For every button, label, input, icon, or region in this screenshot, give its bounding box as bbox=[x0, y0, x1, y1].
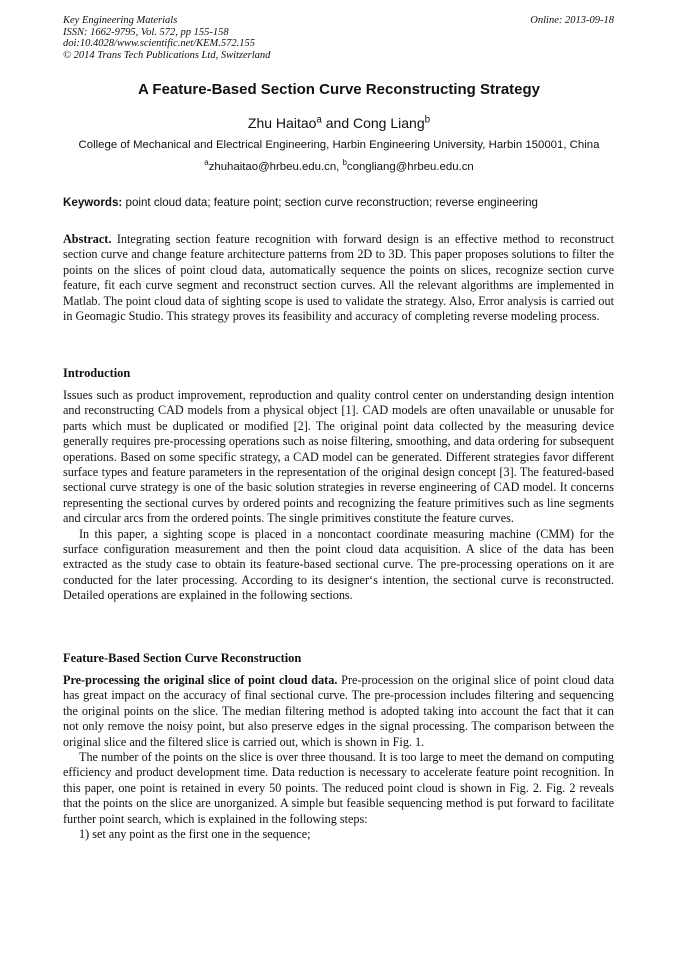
author-2-sup: b bbox=[424, 114, 431, 126]
introduction-body bbox=[63, 388, 614, 604]
online-date: Online: 2013-09-18 bbox=[530, 15, 614, 26]
author-1: Zhu Haitao bbox=[247, 115, 317, 131]
author-2: Cong Liang bbox=[353, 115, 425, 131]
section-heading: Feature-Based Section Curve Reconstruction bbox=[63, 651, 302, 665]
section-paragraph-2: The number of the points on the slice is over three thousand. It is too large to meet the demand on computing efficiency and product development time. Data reduction is necessary to accelerate feature point recognition. In this paper, one point is retained in every 50 points. The reduced point cloud is shown in Fig. 2. Fig. 2 reveals that the points on the slice are unorganized. A simple but feasible sequencing method is put forward to facilitate further point search, which is explained in the following steps: bbox=[63, 750, 614, 826]
abstract-text: Integrating section feature recognition with forward design is an effective method to reconstruct section curve and change feature architecture patterns from 2D to 3D. This paper proposes solutions to filter the points on the slices of point cloud data, automatically sequence the points on slices, recognize section curve feature, fit each curve segment and reconstruct section curves. All the relevant algorithms are implemented in Matlab. The point cloud data of sighting scope is used to validate the strategy. Also, Error analysis is carried out in Geomagic Studio. This strategy proves its feasibility and accuracy of completing reverse modeling process. bbox=[63, 232, 614, 324]
step-1: 1) set any point as the first one in the sequence; bbox=[79, 827, 311, 842]
copyright: © 2014 Trans Tech Publications Ltd, Switzerland bbox=[63, 49, 271, 61]
email-b-sup: b bbox=[342, 158, 347, 168]
paper-title: A Feature-Based Section Curve Reconstructing Strategy bbox=[137, 81, 541, 98]
intro-paragraph-1: Issues such as product improvement, reproduction and quality control center on understanding design intention and reconstructing CAD models from a physical object [1]. CAD models are often unavailable or unusable for parts which must be duplicated or modified [2]. The original point data collected by the measuring device generally requires pre-processing operations such as noise filtering, smoothing, and data ordering for subsequent operations. Based on some specific strategy, a CAD model can be generated. Different strategies favor different surface types and feature parameters in the representation of the original design concept [3]. The featured-based sectional curve strategy is one of the basic solution strategies in reverse engineering of CAD model. It concerns representing the sectional curves by ordered points and recognizing the feature primitives such as line segments and circular arcs from the ordered points. The single primitives constitute the feature curves. bbox=[63, 388, 614, 526]
email-a-sup: a bbox=[204, 158, 209, 168]
keywords bbox=[63, 196, 623, 209]
keywords-text: point cloud data; feature point; section curve reconstruction; reverse engineering bbox=[122, 196, 538, 209]
issn: ISSN: 1662-9795, Vol. 572, pp 155-158 bbox=[63, 26, 229, 38]
email-b: congliang@hrbeu.edu.cn bbox=[346, 161, 474, 173]
affiliation: College of Mechanical and Electrical Engineering, Harbin Engineering University, Harbin 150001, China bbox=[78, 139, 600, 151]
emails bbox=[0, 158, 678, 173]
abstract-label: Abstract. bbox=[63, 232, 112, 246]
section-paragraph-1: Pre-procession on the original slice of point cloud data has great impact on the accuracy of final sectional curve. The pre-procession includes filtering and sequencing the original points on the slice. The median filtering method is adopted taking into account the fact that it can not only remove the noisy point, but also preserve edges in the signal processing. The comparison between the original slice and the filtered slice is carried out, which is shown in Fig. 1. bbox=[63, 673, 614, 749]
subsection-label: Pre-processing the original slice of point cloud data. bbox=[63, 673, 338, 687]
journal-name: Key Engineering Materials bbox=[63, 15, 178, 26]
authors bbox=[0, 115, 678, 131]
authors-and: and bbox=[321, 115, 353, 131]
section-body bbox=[63, 673, 614, 842]
introduction-heading: Introduction bbox=[63, 366, 131, 380]
intro-paragraph-2: In this paper, a sighting scope is placed in a noncontact coordinate measuring machine (CMM) for the surface configuration measurement and then the point cloud data acquisition. A slice of the data has been extracted as the study case to obtain its feature-based sectional curve. The pre-processing operations on it are conducted for the later processing. According to its designer‘s intention, the sectional curve is reconstructed. Detailed operations are explained in the following sections. bbox=[63, 526, 614, 603]
keywords-label: Keywords: bbox=[63, 196, 123, 209]
email-a: zhuhaitao@hrbeu.edu.cn, bbox=[208, 161, 343, 173]
doi: doi:10.4028/www.scientific.net/KEM.572.155 bbox=[63, 38, 255, 50]
author-1-sup: a bbox=[316, 114, 322, 126]
abstract bbox=[63, 232, 614, 324]
journal-header bbox=[63, 15, 270, 61]
